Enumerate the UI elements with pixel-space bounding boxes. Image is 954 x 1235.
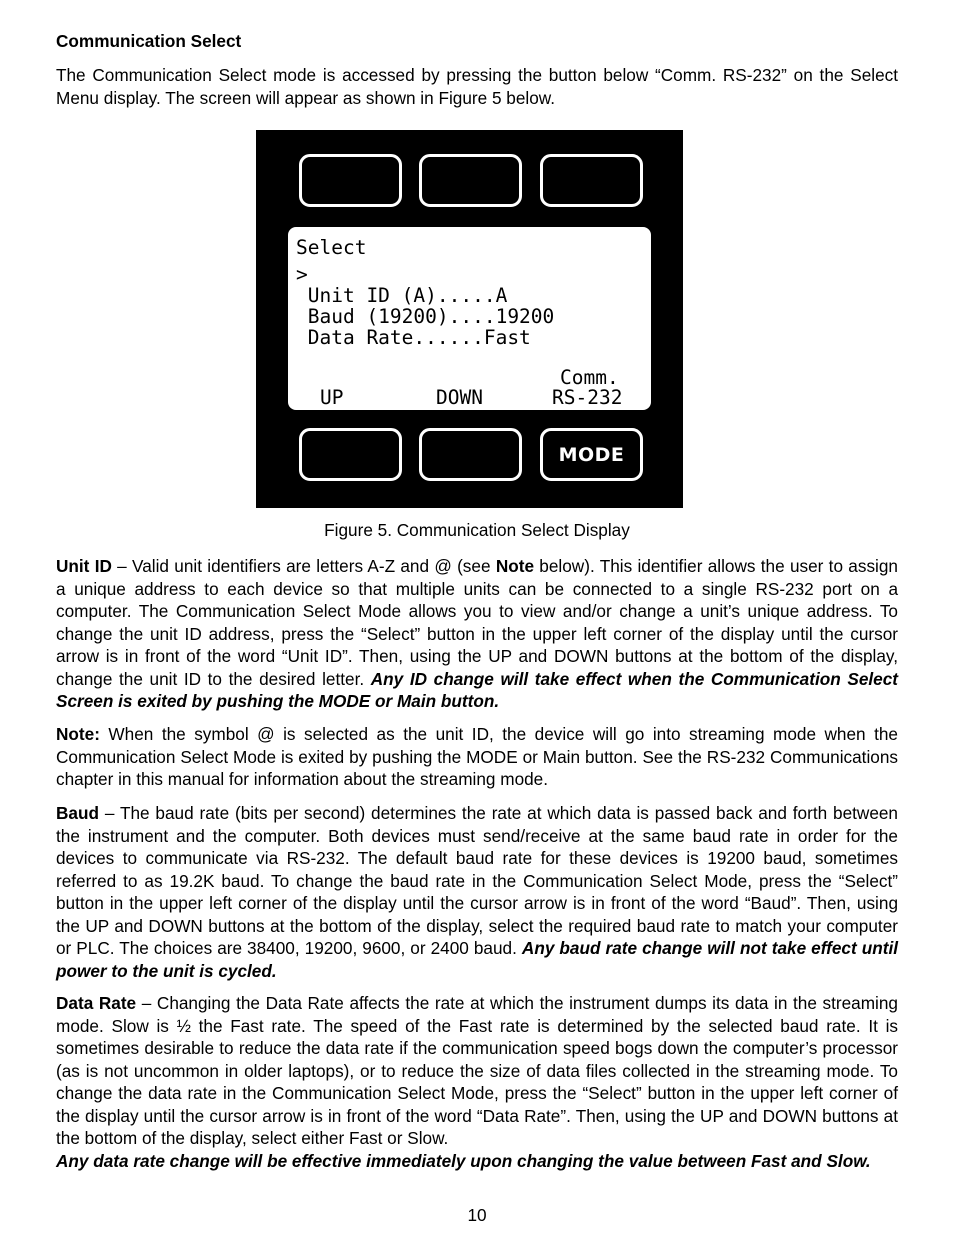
section-heading: Communication Select (56, 31, 242, 51)
lcd-baud-line: Baud (19200)....19200 (296, 305, 555, 328)
lcd-softkey-rs232-label: RS-232 (552, 386, 623, 409)
lcd-data-rate-line: Data Rate......Fast (296, 326, 531, 349)
up-button[interactable] (299, 428, 402, 481)
baud-emphasis: Any baud rate change will not take effect until power to the unit is cycled. (56, 938, 899, 981)
top-right-button[interactable] (540, 154, 643, 207)
figure-5-display-image (256, 130, 683, 508)
lcd-softkey-down: DOWN (436, 386, 483, 409)
top-left-button[interactable] (299, 154, 402, 207)
note-paragraph (56, 723, 898, 791)
unit-id-term: Unit ID (56, 556, 112, 576)
lcd-title: Select (296, 236, 367, 259)
lcd-unit-id-line: Unit ID (A).....A (296, 284, 508, 307)
data-rate-text: – Changing the Data Rate affects the rate at which the instrument dumps its data in the streaming mode. Slow is ½ the Fast rate. The speed of the Fast rate is determined by the selected baud rate. It is sometimes desirable to reduce the data rate if the communication speed bogs down the computer’s processor (as is not uncommon in older laptops), or to reduce the size of data files collected in the streaming mode. To change the data rate in the Communication Select Mode, press the “Select” button in the upper left corner of the display until the cursor arrow is in front of the word “Data Rate”. Then, using the UP and DOWN buttons at the bottom of the display, select either Fast or Slow. (56, 993, 898, 1148)
lcd-softkey-up: UP (320, 386, 344, 409)
unit-id-text-2: below). This identifier allows the user to assign a unique address to each device so that multiple units can be connected to a single RS-232 port on a computer. The Communication Select Mode allows you to view and/or change a unit’s unique address. To change the unit ID address, press the “Select” button in the upper left corner of the display until the cursor arrow is in front of the word “Unit ID”. Then, using the UP and DOWN buttons at the bottom of the display, change the unit ID to the desired letter. (56, 556, 898, 689)
note-reference: Note (495, 556, 535, 576)
lcd-screen (288, 227, 651, 410)
data-rate-paragraph (56, 992, 898, 1172)
baud-term: Baud (56, 803, 99, 823)
unit-id-emphasis: Any ID change will take effect when the Communication Select Screen is exited by pushing the MODE or Main button. (56, 668, 898, 711)
baud-text: – The baud rate (bits per second) determines the rate at which data is passed back and forth between the instrument and the computer. Both devices must send/receive at the same baud rate in order for the devices to communicate via RS-232. The default baud rate for these devices is 19200 baud, sometimes referred to as 19.2K baud. To change the baud rate in the Communication Select Mode, press the “Select” button in the upper left corner of the display until the cursor arrow is in front of the word “Baud”. Then, using the UP and DOWN buttons at the bottom of the display, select the required baud rate to match your computer or PLC. The choices are 38400, 19200, 9600, or 2400 baud. (56, 803, 898, 958)
data-rate-emphasis: Any data rate change will be effective immediately upon changing the value between Fast and Slow. (56, 1150, 871, 1171)
intro-paragraph: The Communication Select mode is accessed by pressing the button below “Comm. RS-232” on the Select Menu display. The screen will appear as shown in Figure 5 below. (56, 65, 898, 108)
figure-caption: Figure 5. Communication Select Display (324, 520, 630, 540)
mode-button[interactable]: MODE (540, 428, 643, 481)
lcd-softkey-comm-label: Comm. (560, 366, 619, 389)
lcd-cursor-arrow: > (296, 263, 308, 286)
unit-id-text-1: – Valid unit identifiers are letters A-Z and @ (see (111, 556, 496, 576)
unit-id-paragraph (56, 555, 898, 713)
baud-paragraph (56, 802, 898, 982)
data-rate-term: Data Rate (56, 993, 137, 1013)
top-middle-button[interactable] (419, 154, 522, 207)
note-text: When the symbol @ is selected as the unit ID, the device will go into streaming mode when the Communication Select Mode is exited by pushing the MODE or Main button. See the RS-232 Communications chapter in this manual for information about the streaming mode. (56, 724, 898, 789)
down-button[interactable] (419, 428, 522, 481)
note-term: Note: (56, 724, 100, 744)
page-number: 10 (467, 1205, 487, 1225)
